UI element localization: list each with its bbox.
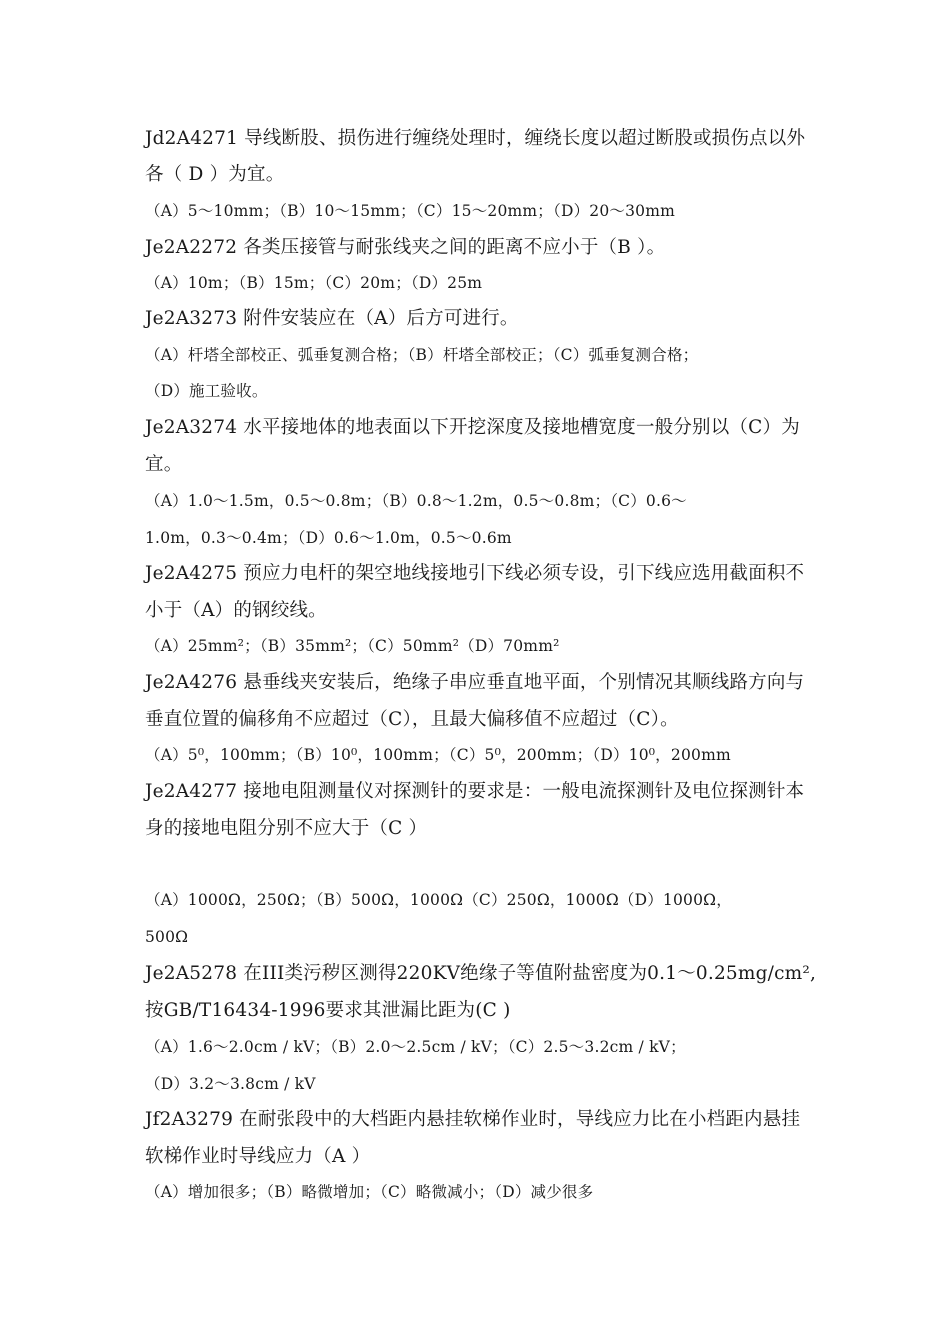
question-text: Je2A3274 水平接地体的地表面以下开挖深度及接地槽宽度一般分别以（C）为 xyxy=(145,417,800,438)
answer-options: 500Ω xyxy=(145,928,189,946)
answer-options: （A）10m；（B）15m；（C）20m；（D）25m xyxy=(145,274,483,292)
question-text: 身的接地电阻分别不应大于（C ） xyxy=(145,818,428,839)
question-text: 小于（A）的钢绞线。 xyxy=(145,600,327,621)
question-text: Jd2A4271 导线断股、损伤进行缠绕处理时，缠绕长度以超过断股或损伤点以外 xyxy=(145,128,806,149)
question-text: 软梯作业时导线应力（A ） xyxy=(145,1146,371,1167)
answer-options: 1.0m，0.3～0.4m；（D）0.6～1.0m，0.5～0.6m xyxy=(145,529,512,547)
answer-options: （D）3.2～3.8cm / kV xyxy=(145,1075,316,1093)
question-text: Jf2A3279 在耐张段中的大档距内悬挂软梯作业时，导线应力比在小档距内悬挂 xyxy=(145,1109,801,1130)
question-text: Je2A5278 在III类污秽区测得220KV绝缘子等值附盐密度为0.1～0.25mg/cm², xyxy=(145,963,817,984)
question-text: 垂直位置的偏移角不应超过（C），且最大偏移值不应超过（C）。 xyxy=(145,709,679,730)
answer-options: （A）1.6～2.0cm / kV；（B）2.0～2.5cm / kV；（C）2.5～3.2cm / kV； xyxy=(145,1038,686,1056)
question-text: Je2A3273 附件安装应在（A）后方可进行。 xyxy=(145,308,519,329)
question-text: 按GB/T16434-1996要求其泄漏比距为(C ) xyxy=(145,1000,511,1021)
answer-options: （A）5～10mm；（B）10～15mm；（C）15～20mm；（D）20～30mm xyxy=(145,202,676,220)
answer-options: （A）杆塔全部校正、弧垂复测合格；（B）杆塔全部校正；（C）弧垂复测合格； xyxy=(145,346,699,364)
answer-options: （A）5⁰，100mm；（B）10⁰，100mm；（C）5⁰，200mm；（D）10⁰，200mm xyxy=(145,746,731,764)
question-text: Je2A4276 悬垂线夹安装后，绝缘子串应垂直地平面，个别情况其顺线路方向与 xyxy=(145,672,805,693)
question-text: Je2A2272 各类压接管与耐张线夹之间的距离不应小于（B ）。 xyxy=(145,237,666,258)
question-text: 宜。 xyxy=(145,454,183,475)
answer-options: （A）1.0～1.5m，0.5～0.8m；（B）0.8～1.2m，0.5～0.8m；（C）0.6～ xyxy=(145,492,687,510)
question-text: Je2A4275 预应力电杆的架空地线接地引下线必须专设，引下线应选用截面积不 xyxy=(145,563,805,584)
answer-options: （A）1000Ω，250Ω；（B）500Ω，1000Ω（C）250Ω，1000Ω（D）1000Ω， xyxy=(145,891,732,909)
question-text: Je2A4277 接地电阻测量仪对探测针的要求是：一般电流探测针及电位探测针本 xyxy=(145,781,805,802)
question-text: 各（ D ）为宜。 xyxy=(145,164,285,185)
answer-options: （A）增加很多；（B）略微增加；（C）略微减小；（D）减少很多 xyxy=(145,1183,594,1201)
answer-options: （A）25mm²；（B）35mm²；（C）50mm²（D）70mm² xyxy=(145,637,560,655)
answer-options: （D）施工验收。 xyxy=(145,382,268,400)
